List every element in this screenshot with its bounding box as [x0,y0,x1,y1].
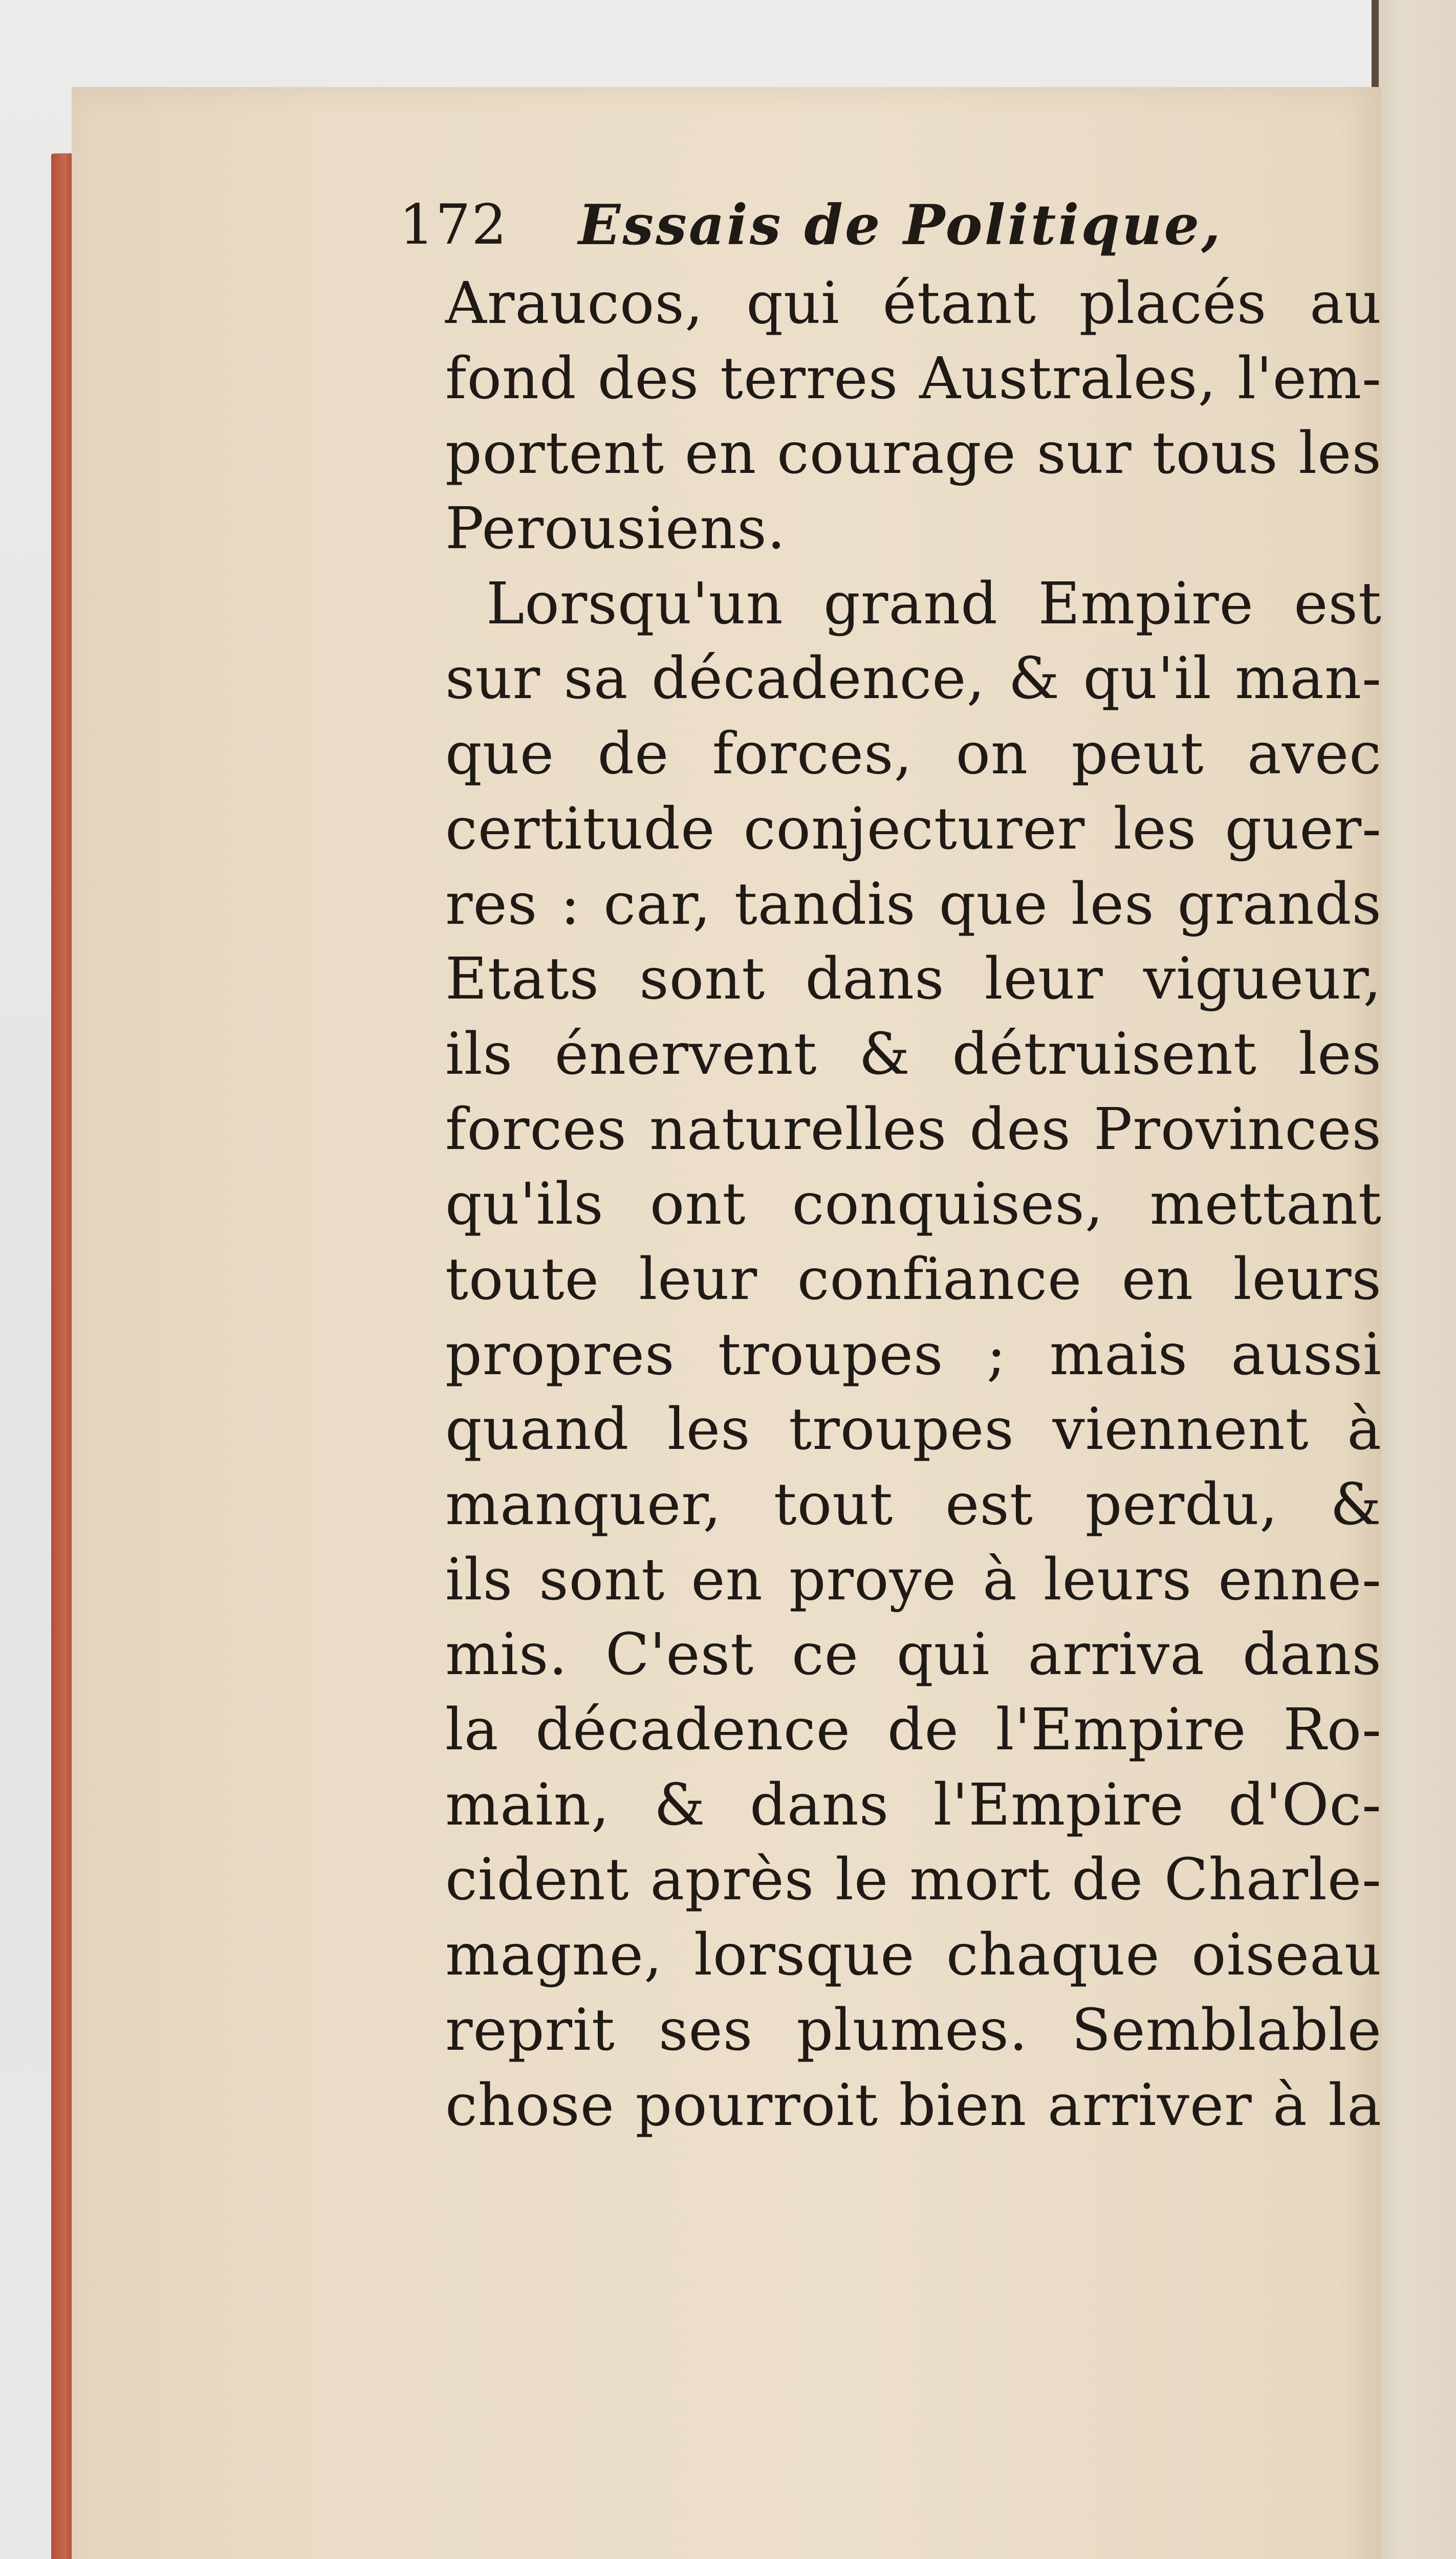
text-line: que de forces, on peut avec [445,721,1382,788]
text-line: ils sont en proye à leurs enne- [445,1546,1382,1613]
text-line: ils énervent & détruisent les [445,1021,1382,1088]
text-line: chose pourroit bien arriver à la [445,2072,1382,2139]
text-line: manquer, tout est perdu, & [445,1471,1382,1538]
text-line: res : car, tandis que les grands [445,871,1382,938]
page-number: 172 [399,193,508,257]
text-line: toute leur confiance en leurs [445,1246,1382,1313]
text-line: forces naturelles des Provinces [445,1096,1382,1163]
running-title: Essais de Politique, [578,193,1223,257]
text-line: magne, lorsque chaque oiseau [445,1922,1382,1989]
page-text-block [399,184,1382,2143]
text-line: sur sa décadence, & qu'il man- [445,645,1382,712]
text-line: main, & dans l'Empire d'Oc- [445,1771,1382,1838]
page-header [399,184,1382,266]
text-line: quand les troupes viennent à [445,1396,1382,1463]
book-spine [1372,0,1379,92]
text-line: la décadence de l'Empire Ro- [445,1697,1382,1764]
text-line: propres troupes ; mais aussi [445,1321,1382,1388]
text-line: Araucos, qui étant placés au [445,270,1382,337]
text-line: Etats sont dans leur vigueur, [445,946,1382,1013]
text-line: qu'ils ont conquises, mettant [445,1171,1382,1238]
text-line: fond des terres Australes, l'em- [445,345,1382,412]
text-line: portent en courage sur tous les [445,420,1382,487]
text-line: Perousiens. [445,495,786,562]
facing-page-edge [1377,0,1456,2559]
text-line: cident après le mort de Charle- [445,1847,1382,1914]
text-line: certitude conjecturer les guer- [445,795,1382,862]
text-line: reprit ses plumes. Semblable [445,1997,1382,2064]
paragraph-first-line: Lorsqu'un grand Empire est [486,570,1382,637]
text-line: mis. C'est ce qui arriva dans [445,1621,1382,1688]
